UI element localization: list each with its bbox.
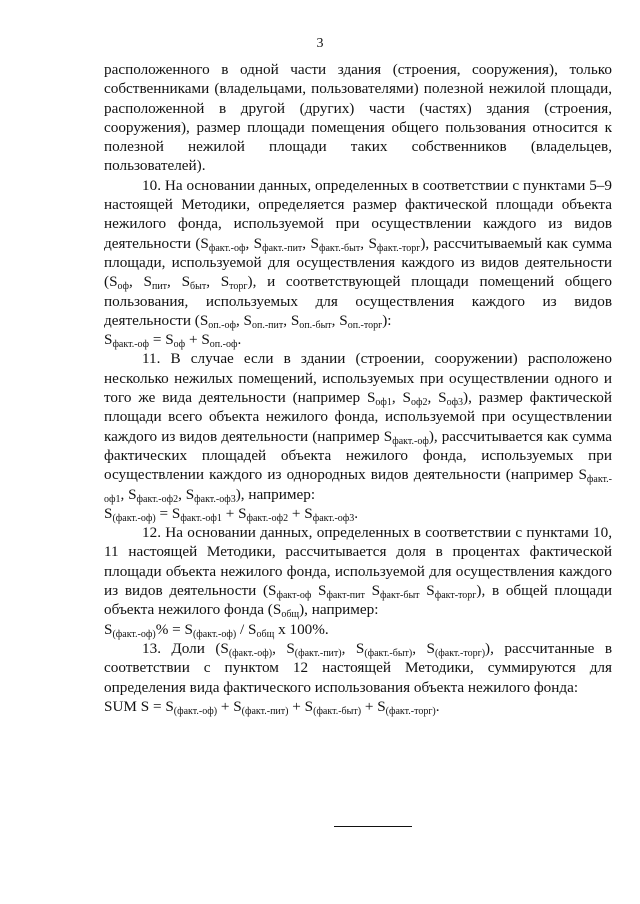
footer-rule bbox=[334, 826, 412, 827]
paragraph-13: 13. Доли ($S_{(факт.-оф)}$, $S_{(факт.-пит)}$, $S_{(факт.-быт)}$, $S_{(факт.-торг)}$), рассчитанные в соответствии с пунктом 12 настоящей Методики, суммируются для определения вида фактического использования объекта нежилого фонда: bbox=[104, 639, 613, 696]
paragraph-continuation: расположенного в одной части здания (строения, сооружения), только собственниками (владельцами, пользователями) полезной нежилой площади, расположенной в другой (других) части (частях) здания (строения, сооружения), размер площади помещения общего пользования относится к полезной нежилой площади таких собственников (владельцев, пользователей). bbox=[104, 61, 612, 175]
paragraph-12: 12. На основании данных, определенных в соответствии с пунктами 10, 11 настоящей Методики, рассчитывается доля в процентах фактической площади объекта нежилого фонда, используемой для осуществления каждого из видов деятельности ($S_{факт-оф}$ $S_{факт-пит}$ $S_{факт-быт}$ $S_{факт-торг}$), в общей площади объекта нежилого фонда $(S_{общ})$, например: bbox=[104, 524, 613, 621]
formula-1: $S_{факт.-оф} = S_{оф} + S_{оп.-оф}$. bbox=[104, 331, 242, 351]
formula-2: $S_{(факт.-оф)} = S_{факт.-оф1} + S_{факт.-оф2} + S_{факт.-оф3}$. bbox=[104, 504, 359, 524]
formula-3: $S_{(факт.-оф)}\% = S_{(факт.-оф)} / S_{общ}$ x 100%. bbox=[104, 620, 329, 640]
document-body bbox=[104, 60, 612, 716]
paragraph-11: 11. В случае если в здании (строении, сооружении) расположено несколько нежилых помещений, используемых при осуществлении одного и того же вида деятельности (например $S_{оф1}$, $S_{оф2}$, $S_{оф3}$), размер фактической площади всего объекта нежилого фонда, используемой при осуществлении каждого из видов деятельности (например $S_{факт.-оф}$), рассчитывается как сумма фактических площадей объекта нежилого фонда, используемых при осуществлении каждого из однородных видов деятельности (например $S_{факт.-оф1}$, $S_{факт.-оф2}$, $S_{факт.-оф3}$), например: bbox=[104, 350, 612, 505]
page-number: 3 bbox=[316, 36, 324, 51]
symbol-s: S bbox=[200, 234, 209, 252]
paragraph-10: 10. На основании данных, определенных в соответствии с пунктами 5–9 настоящей Методики, определяется размер фактической площади объекта нежилого фонда, используемой при осуществлении каждого из видов деятельности ($S_{факт.-оф}$, $S_{факт.-пит}$, $S_{факт.-быт}$, $S_{факт.-торг}$), рассчитываемый как сумма площади, используемой для осуществления каждого из видов деятельности ($S_{оф}$, $S_{пит}$, $S_{быт}$, $S_{торг}$), и соответствующей площади помещений общего пользования, используемых для осуществления каждого из видов деятельности ($S_{оп.-оф}$, $S_{оп.-пит}$, $S_{оп.-быт}$, $S_{оп.-торг}$): bbox=[104, 176, 613, 331]
formula-4: SUM $S = S_{(факт.-оф)} + S_{(факт.-пит)} + S_{(факт.-быт)} + S_{(факт.-торг)}$. bbox=[104, 697, 440, 717]
